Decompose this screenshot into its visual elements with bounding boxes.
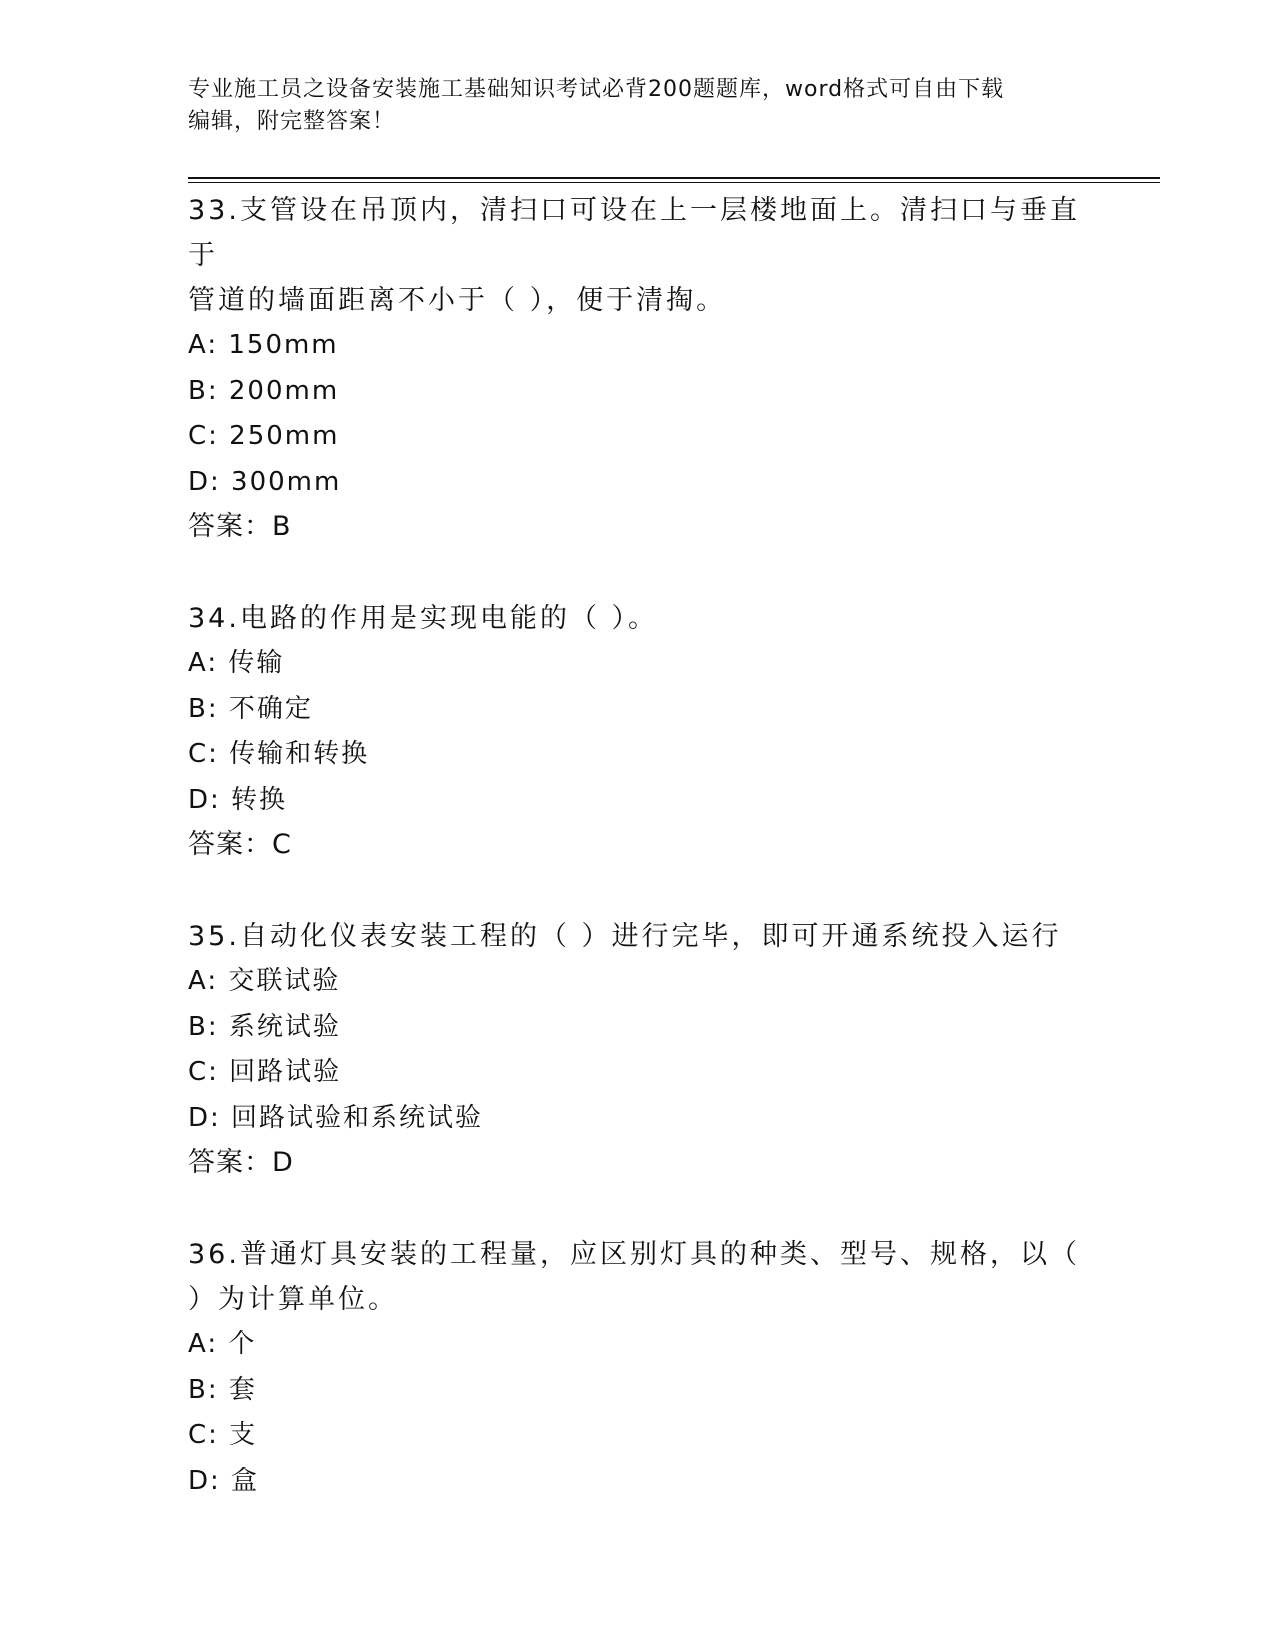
- header-title-line-1: 专业施工员之设备安装施工基础知识考试必背200题题库，word格式可自由下载: [188, 77, 1005, 102]
- question-35: [188, 914, 1088, 1184]
- answer-label: 答案：D: [188, 1147, 294, 1178]
- option-b: B: 不确定: [188, 693, 313, 724]
- option-a: A: 传输: [188, 648, 285, 678]
- option-d: D: 转换: [188, 784, 288, 815]
- option-c: C: 回路试验: [188, 1057, 342, 1087]
- document-header: [188, 74, 1088, 138]
- question-stem-line-1: 34.电路的作用是实现电能的（ ）。: [188, 603, 659, 634]
- answer-label: 答案：C: [188, 829, 292, 860]
- header-divider-thin: [188, 182, 1160, 183]
- option-c: C: 250mm: [188, 421, 340, 451]
- question-stem-line-1: 35.自动化仪表安装工程的（ ）进行完毕，即可开通系统投入运行: [188, 921, 1062, 952]
- option-c: C: 支: [188, 1420, 258, 1450]
- option-a: A: 交联试验: [188, 966, 341, 996]
- question-stem-line-1: 36.普通灯具安装的工程量，应区别灯具的种类、型号、规格，以（: [188, 1239, 1080, 1270]
- option-d: D: 300mm: [188, 466, 342, 497]
- option-c: C: 传输和转换: [188, 739, 370, 769]
- option-a: A: 150mm: [188, 330, 339, 360]
- question-36: [188, 1232, 1088, 1504]
- question-33: [188, 188, 1088, 548]
- question-stem-line-1: 33.支管设在吊顶内，清扫口可设在上一层楼地面上。清扫口与垂直于: [188, 195, 1080, 271]
- option-b: B: 套: [188, 1374, 257, 1405]
- header-divider-thick: [188, 177, 1160, 179]
- question-spacer: [188, 548, 1088, 596]
- option-b: B: 系统试验: [188, 1011, 341, 1042]
- option-d: D: 盒: [188, 1465, 260, 1496]
- question-spacer: [188, 866, 1088, 914]
- option-d: D: 回路试验和系统试验: [188, 1102, 484, 1133]
- question-stem-line-2: 管道的墙面距离不小于（ ），便于清掏。: [188, 285, 727, 316]
- option-a: A: 个: [188, 1329, 257, 1359]
- question-stem-line-2: ）为计算单位。: [188, 1284, 398, 1315]
- answer-label: 答案：B: [188, 511, 292, 542]
- header-title-line-2: 编辑，附完整答案！: [188, 109, 396, 134]
- question-spacer: [188, 1184, 1088, 1232]
- question-list: [188, 188, 1088, 1504]
- option-b: B: 200mm: [188, 375, 340, 406]
- question-34: [188, 596, 1088, 866]
